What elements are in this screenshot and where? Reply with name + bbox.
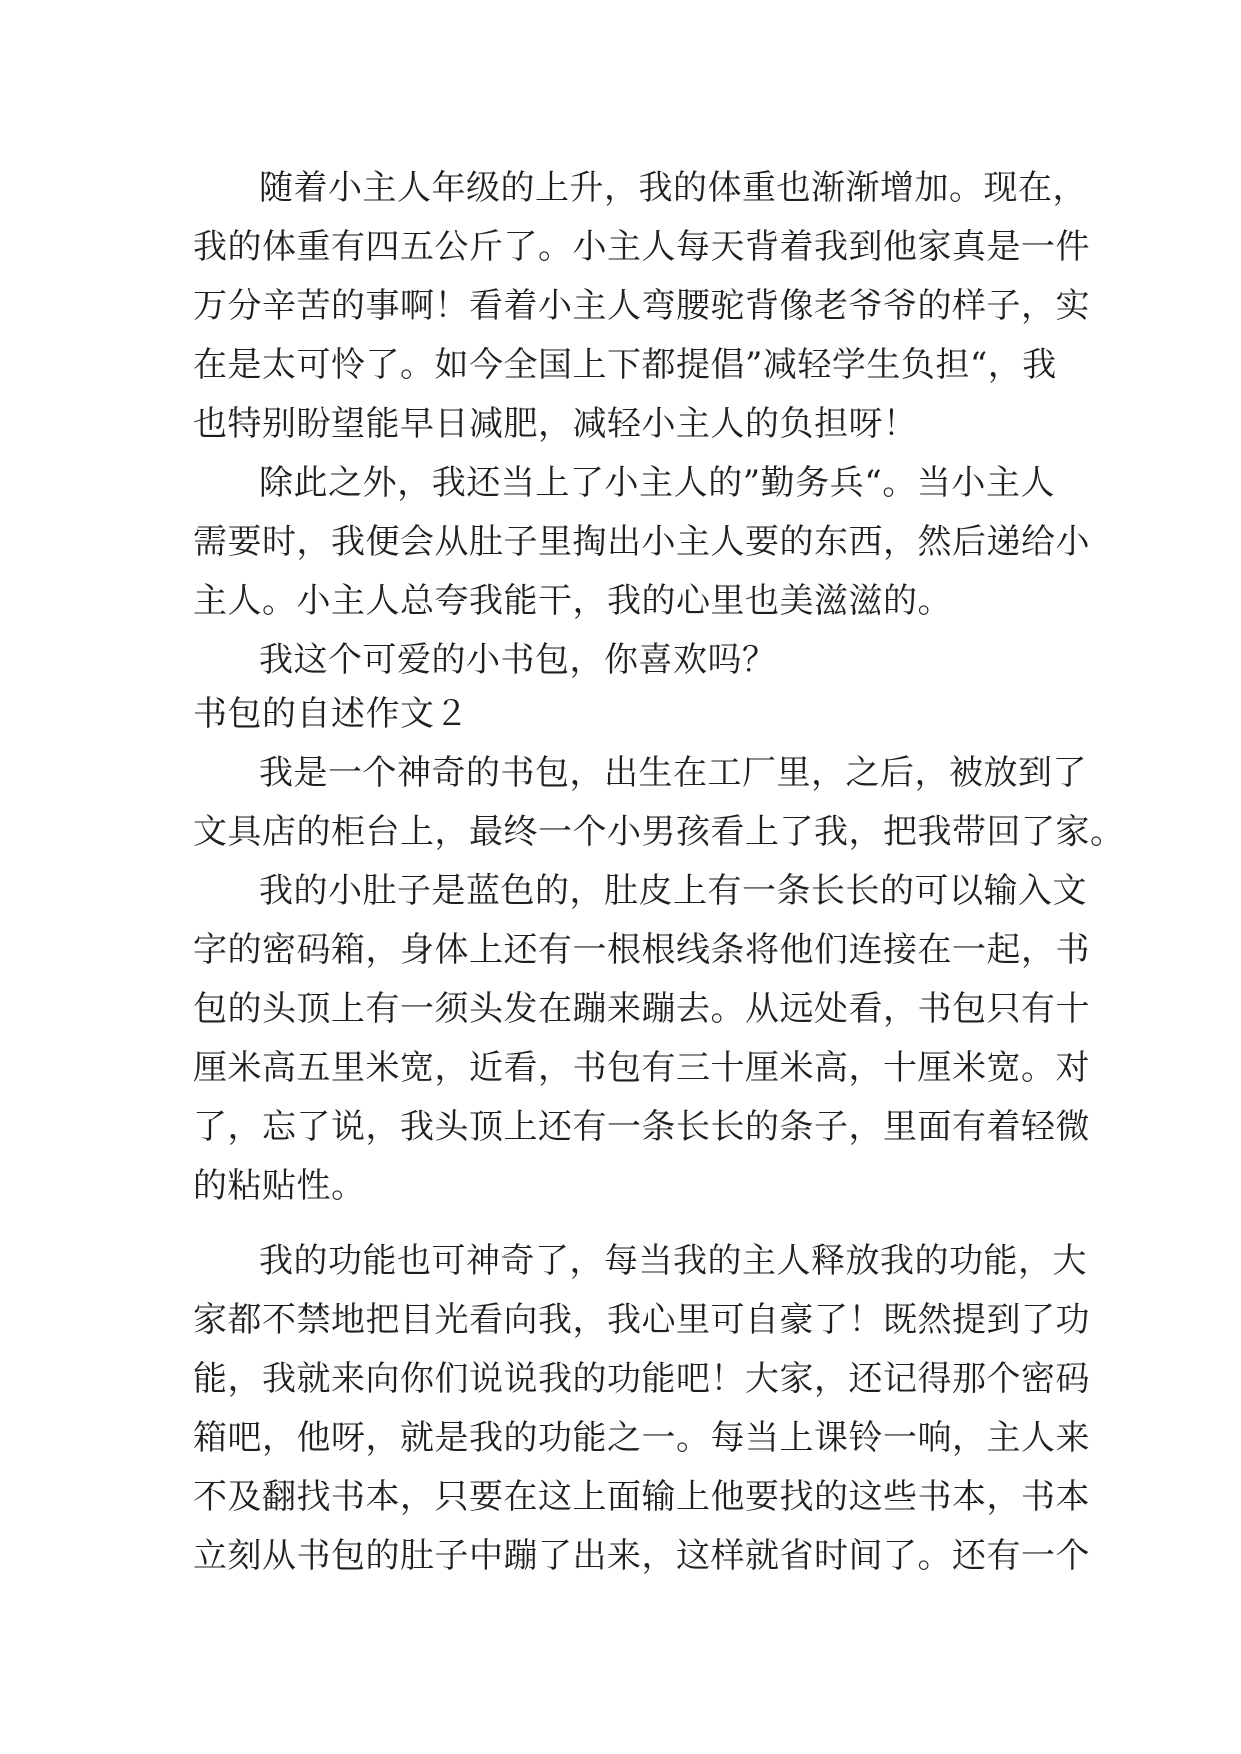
paragraph-line: 我的功能也可神奇了，每当我的主人释放我的功能，大 bbox=[259, 1241, 1087, 1281]
paragraph-line: 我的体重有四五公斤了。小主人每天背着我到他家真是一件 bbox=[193, 227, 1090, 267]
section-heading: 书包的自述作文２ bbox=[193, 694, 469, 734]
paragraph-line: 随着小主人年级的上升，我的体重也渐渐增加。现在， bbox=[259, 168, 1087, 208]
paragraph-line: 的粘贴性。 bbox=[193, 1166, 366, 1206]
paragraph-line: 包的头顶上有一须头发在蹦来蹦去。从远处看，书包只有十 bbox=[193, 989, 1090, 1029]
paragraph-line: 也特别盼望能早日减肥，减轻小主人的负担呀！ bbox=[193, 404, 918, 444]
paragraph-line: 了，忘了说，我头顶上还有一条长长的条子，里面有着轻微 bbox=[193, 1107, 1090, 1147]
paragraph-line: 在是太可怜了。如今全国上下都提倡”减轻学生负担“，我 bbox=[193, 345, 1057, 385]
paragraph-line: 不及翻找书本，只要在这上面输上他要找的这些书本，书本 bbox=[193, 1477, 1090, 1517]
paragraph-line: 我是一个神奇的书包，出生在工厂里，之后，被放到了 bbox=[259, 753, 1087, 793]
paragraph-line: 立刻从书包的肚子中蹦了出来，这样就省时间了。还有一个 bbox=[193, 1536, 1090, 1576]
paragraph-line: 厘米高五里米宽，近看，书包有三十厘米高，十厘米宽。对 bbox=[193, 1048, 1090, 1088]
paragraph-line: 家都不禁地把目光看向我，我心里可自豪了！既然提到了功 bbox=[193, 1300, 1090, 1340]
paragraph-line: 箱吧，他呀，就是我的功能之一。每当上课铃一响，主人来 bbox=[193, 1418, 1090, 1458]
paragraph-line: 我的小肚子是蓝色的，肚皮上有一条长长的可以输入文 bbox=[259, 871, 1087, 911]
paragraph-line: 字的密码箱，身体上还有一根根线条将他们连接在一起，书 bbox=[193, 930, 1090, 970]
paragraph-line: 文具店的柜台上，最终一个小男孩看上了我，把我带回了家。 bbox=[193, 812, 1125, 852]
paragraph-line: 我这个可爱的小书包，你喜欢吗？ bbox=[259, 640, 777, 680]
paragraph-line: 除此之外，我还当上了小主人的”勤务兵“。当小主人 bbox=[259, 463, 1055, 503]
paragraph-line: 能，我就来向你们说说我的功能吧！大家，还记得那个密码 bbox=[193, 1359, 1090, 1399]
paragraph-line: 主人。小主人总夸我能干，我的心里也美滋滋的。 bbox=[193, 581, 952, 621]
paragraph-line: 万分辛苦的事啊！看着小主人弯腰驼背像老爷爷的样子，实 bbox=[193, 286, 1090, 326]
paragraph-line: 需要时，我便会从肚子里掏出小主人要的东西，然后递给小 bbox=[193, 522, 1090, 562]
